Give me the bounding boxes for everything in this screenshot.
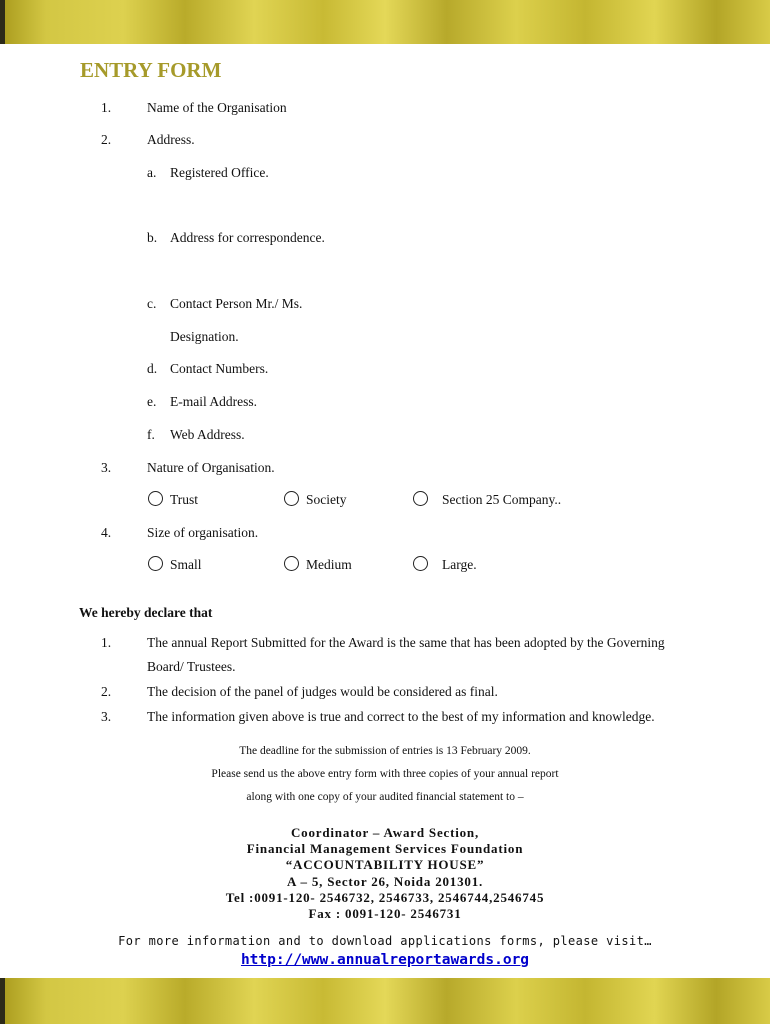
item-number: 2.	[101, 132, 112, 147]
radio-label-large: Large.	[442, 557, 477, 572]
sub-item-letter: b.	[147, 230, 158, 245]
address-line: Coordinator – Award Section,	[290, 825, 480, 840]
field-label-nature: Nature of Organisation.	[147, 460, 275, 475]
website-link[interactable]: http://www.annualreportawards.org	[240, 952, 530, 968]
field-label-contact-numbers: Contact Numbers.	[170, 361, 269, 376]
radio-section-25-company[interactable]	[413, 491, 428, 506]
declaration-number: 2.	[101, 684, 112, 699]
deadline-note: The deadline for the submission of entries is 13 February 2009.	[239, 745, 531, 757]
address-line: Financial Management Services Foundation	[246, 841, 524, 856]
instruction-line: along with one copy of your audited financial statement to –	[246, 791, 524, 803]
fax-line: Fax : 0091-120- 2546731	[308, 906, 462, 921]
address-line: “ACCOUNTABILITY HOUSE”	[285, 857, 485, 872]
radio-society[interactable]	[284, 491, 299, 506]
radio-label-society: Society	[306, 492, 347, 507]
sub-item-letter: e.	[147, 394, 157, 409]
declaration-number: 1.	[101, 635, 112, 650]
item-number: 1.	[101, 100, 112, 115]
field-label-designation: Designation.	[170, 329, 239, 344]
field-label-size: Size of organisation.	[147, 525, 259, 540]
sub-item-letter: c.	[147, 296, 157, 311]
field-label-registered-office: Registered Office.	[170, 165, 269, 180]
field-label-web-address: Web Address.	[170, 427, 245, 442]
field-label-email: E-mail Address.	[170, 394, 257, 409]
radio-label-medium: Medium	[306, 557, 352, 572]
radio-label-small: Small	[170, 557, 202, 572]
form-title: ENTRY FORM	[80, 58, 222, 82]
radio-label-trust: Trust	[170, 492, 199, 507]
instruction-line: Please send us the above entry form with three copies of your annual report	[211, 768, 559, 780]
phone-line: Tel :0091-120- 2546732, 2546733, 2546744,2546745	[225, 890, 545, 905]
footer-decorative-band	[0, 978, 770, 1024]
radio-label-section-25-company: Section 25 Company..	[442, 492, 562, 507]
declaration-text: Board/ Trustees.	[147, 659, 236, 674]
radio-medium[interactable]	[284, 556, 299, 571]
declaration-number: 3.	[101, 709, 112, 724]
declaration-heading: We hereby declare that	[79, 605, 213, 620]
header-decorative-band	[0, 0, 770, 44]
more-info-text: For more information and to download applications forms, please visit…	[118, 934, 652, 948]
sub-item-letter: d.	[147, 361, 158, 376]
address-line: A – 5, Sector 26, Noida 201301.	[286, 874, 484, 889]
sub-item-letter: a.	[147, 165, 157, 180]
declaration-text: The decision of the panel of judges would be considered as final.	[147, 684, 498, 699]
declaration-text: The annual Report Submitted for the Award is the same that has been adopted by the Governing	[147, 635, 665, 650]
radio-large[interactable]	[413, 556, 428, 571]
field-label-address: Address.	[147, 132, 195, 147]
field-label-organisation-name: Name of the Organisation	[147, 100, 287, 115]
sub-item-letter: f.	[147, 427, 155, 442]
radio-small[interactable]	[148, 556, 163, 571]
field-label-correspondence-address: Address for correspondence.	[170, 230, 325, 245]
field-label-contact-person: Contact Person Mr./ Ms.	[170, 296, 303, 311]
item-number: 3.	[101, 460, 112, 475]
declaration-text: The information given above is true and correct to the best of my information and knowledge.	[147, 709, 655, 724]
item-number: 4.	[101, 525, 112, 540]
radio-trust[interactable]	[148, 491, 163, 506]
